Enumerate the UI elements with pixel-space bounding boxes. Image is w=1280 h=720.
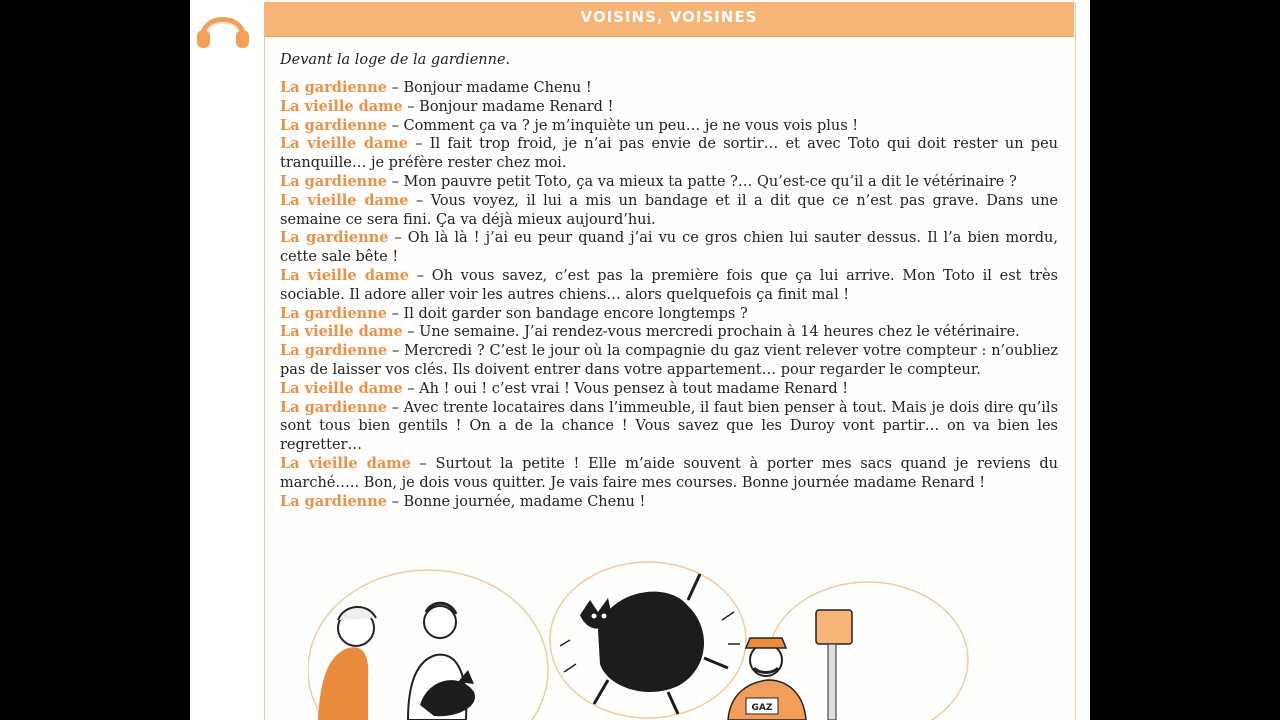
dash-separator: –: [408, 192, 431, 209]
speaker-name: La vieille dame: [280, 191, 409, 209]
dash-separator: –: [387, 80, 404, 96]
dash-separator: –: [402, 380, 420, 397]
gas-badge-text: GAZ: [751, 703, 773, 713]
speaker-name: La gardienne: [280, 116, 387, 134]
speaker-name: La gardienne: [280, 304, 387, 322]
dash-separator: –: [402, 98, 420, 115]
speech-text: Bonjour madame Chenu !: [403, 80, 592, 96]
speaker-name: La gardienne: [280, 492, 387, 510]
dash-separator: –: [387, 343, 405, 360]
title-banner: [264, 2, 1074, 37]
speech-text: Vous voyez, il lui a mis un bandage et il a dit que ce n’est pas grave. Dans une semaine ce sera fini. Ça va déjà mieux aujourd’hui.: [280, 192, 1059, 228]
speech-text: Il fait trop froid, je n’ai pas envie de sortir… et avec Toto qui doit rester un peu tranquille… je préfère rester chez moi.: [280, 136, 1059, 172]
dialogue-turn: [280, 455, 1058, 493]
dialogue-turn: [280, 305, 1058, 324]
speech-text: Mercredi ? C’est le jour où la compagnie du gaz vient relever votre compteur : n’oubliez pas de laisser vos clés. Ils doivent entrer dans votre appartement… pour regarder le compteur.: [280, 343, 1058, 378]
dialogue-turn: [280, 380, 1058, 399]
dialogue-turn: [280, 117, 1058, 136]
dash-separator: –: [387, 173, 404, 190]
speech-text: Avec trente locataires dans l’immeuble, il faut bien penser à tout. Mais je dois dire qu’ils sont tous bien gentils ! On a de la chance ! Vous savez que les Duroy vont partir… on va bien les regretter…: [280, 399, 1059, 454]
dialogue-turn: [280, 399, 1058, 455]
dialogue-turn: [280, 173, 1058, 192]
headphones-icon: [194, 2, 252, 52]
speech-text: Ah ! oui ! c’est vrai ! Vous pensez à tout madame Renard !: [419, 380, 849, 397]
dialogue-turn: [280, 229, 1058, 267]
speaker-name: La vieille dame: [280, 323, 403, 341]
speaker-name: La gardienne: [280, 398, 388, 416]
illustration: [308, 560, 1028, 720]
dash-separator: –: [410, 455, 436, 472]
speech-text: Bonjour madame Renard !: [419, 98, 614, 115]
dash-separator: –: [387, 117, 404, 134]
scene-setting: Devant la loge de la gardienne.: [280, 52, 511, 68]
dialogue-turn: [280, 267, 1058, 305]
speech-text: Comment ça va ? je m’inquiète un peu… je ne vous vois plus !: [403, 117, 859, 134]
illustration-concierge-scene: [308, 570, 548, 720]
dialogue-turn: [280, 192, 1058, 230]
speech-text: Surtout la petite ! Elle m’aide souvent à porter mes sacs quand je reviens du marché….. Bon, je dois vous quitter. Je vais faire mes courses. Bonne journée madame Renard !: [280, 455, 1059, 491]
speech-text: Il doit garder son bandage encore longtemps ?: [403, 305, 748, 322]
dash-separator: –: [402, 324, 420, 341]
speaker-name: La vieille dame: [280, 135, 409, 153]
dash-separator: –: [408, 136, 430, 153]
lesson-title: VOISINS, VOISINES: [580, 8, 758, 26]
dash-separator: –: [408, 267, 432, 284]
illustration-gas-meter-scene: [728, 582, 968, 720]
speech-text: Oh vous savez, c’est pas la première fois que ça lui arrive. Mon Toto il est très sociable. Il adore aller voir les autres chiens… alors quelquefois ça finit mal !: [280, 267, 1058, 303]
dialogue-turn: [280, 98, 1058, 117]
dialogue-turn: [280, 342, 1058, 380]
dialogue-turn: [280, 135, 1058, 173]
illustration-dog-fight-scene: [550, 562, 746, 718]
dash-separator: –: [387, 305, 404, 322]
speaker-name: La vieille dame: [280, 379, 403, 397]
dialogue-turn: [280, 79, 1058, 98]
dash-separator: –: [388, 230, 408, 247]
speaker-name: La vieille dame: [280, 266, 409, 284]
dialogue-turn: [280, 323, 1058, 342]
speaker-name: La gardienne: [280, 172, 387, 190]
speech-text: Bonne journée, madame Chenu !: [403, 493, 646, 510]
speaker-name: La gardienne: [280, 79, 387, 96]
dialogue-text: [280, 79, 1058, 511]
speech-text: Oh là là ! j’ai eu peur quand j’ai vu ce gros chien lui sauter dessus. Il l’a bien mordu, cette sale bête !: [280, 230, 1058, 266]
speaker-name: La vieille dame: [280, 97, 403, 115]
textbook-page: [190, 0, 1090, 720]
speaker-name: La gardienne: [280, 342, 388, 360]
speaker-name: La vieille dame: [280, 454, 411, 472]
speaker-name: La gardienne: [280, 229, 389, 247]
dash-separator: –: [387, 493, 404, 510]
speech-text: Une semaine. J’ai rendez-vous mercredi prochain à 14 heures chez le vétérinaire.: [419, 324, 1020, 341]
speech-text: Mon pauvre petit Toto, ça va mieux ta patte ?… Qu’est-ce qu’il a dit le vétérinaire ?: [403, 173, 1017, 190]
dash-separator: –: [387, 399, 404, 416]
dialogue-turn: [280, 493, 1058, 512]
